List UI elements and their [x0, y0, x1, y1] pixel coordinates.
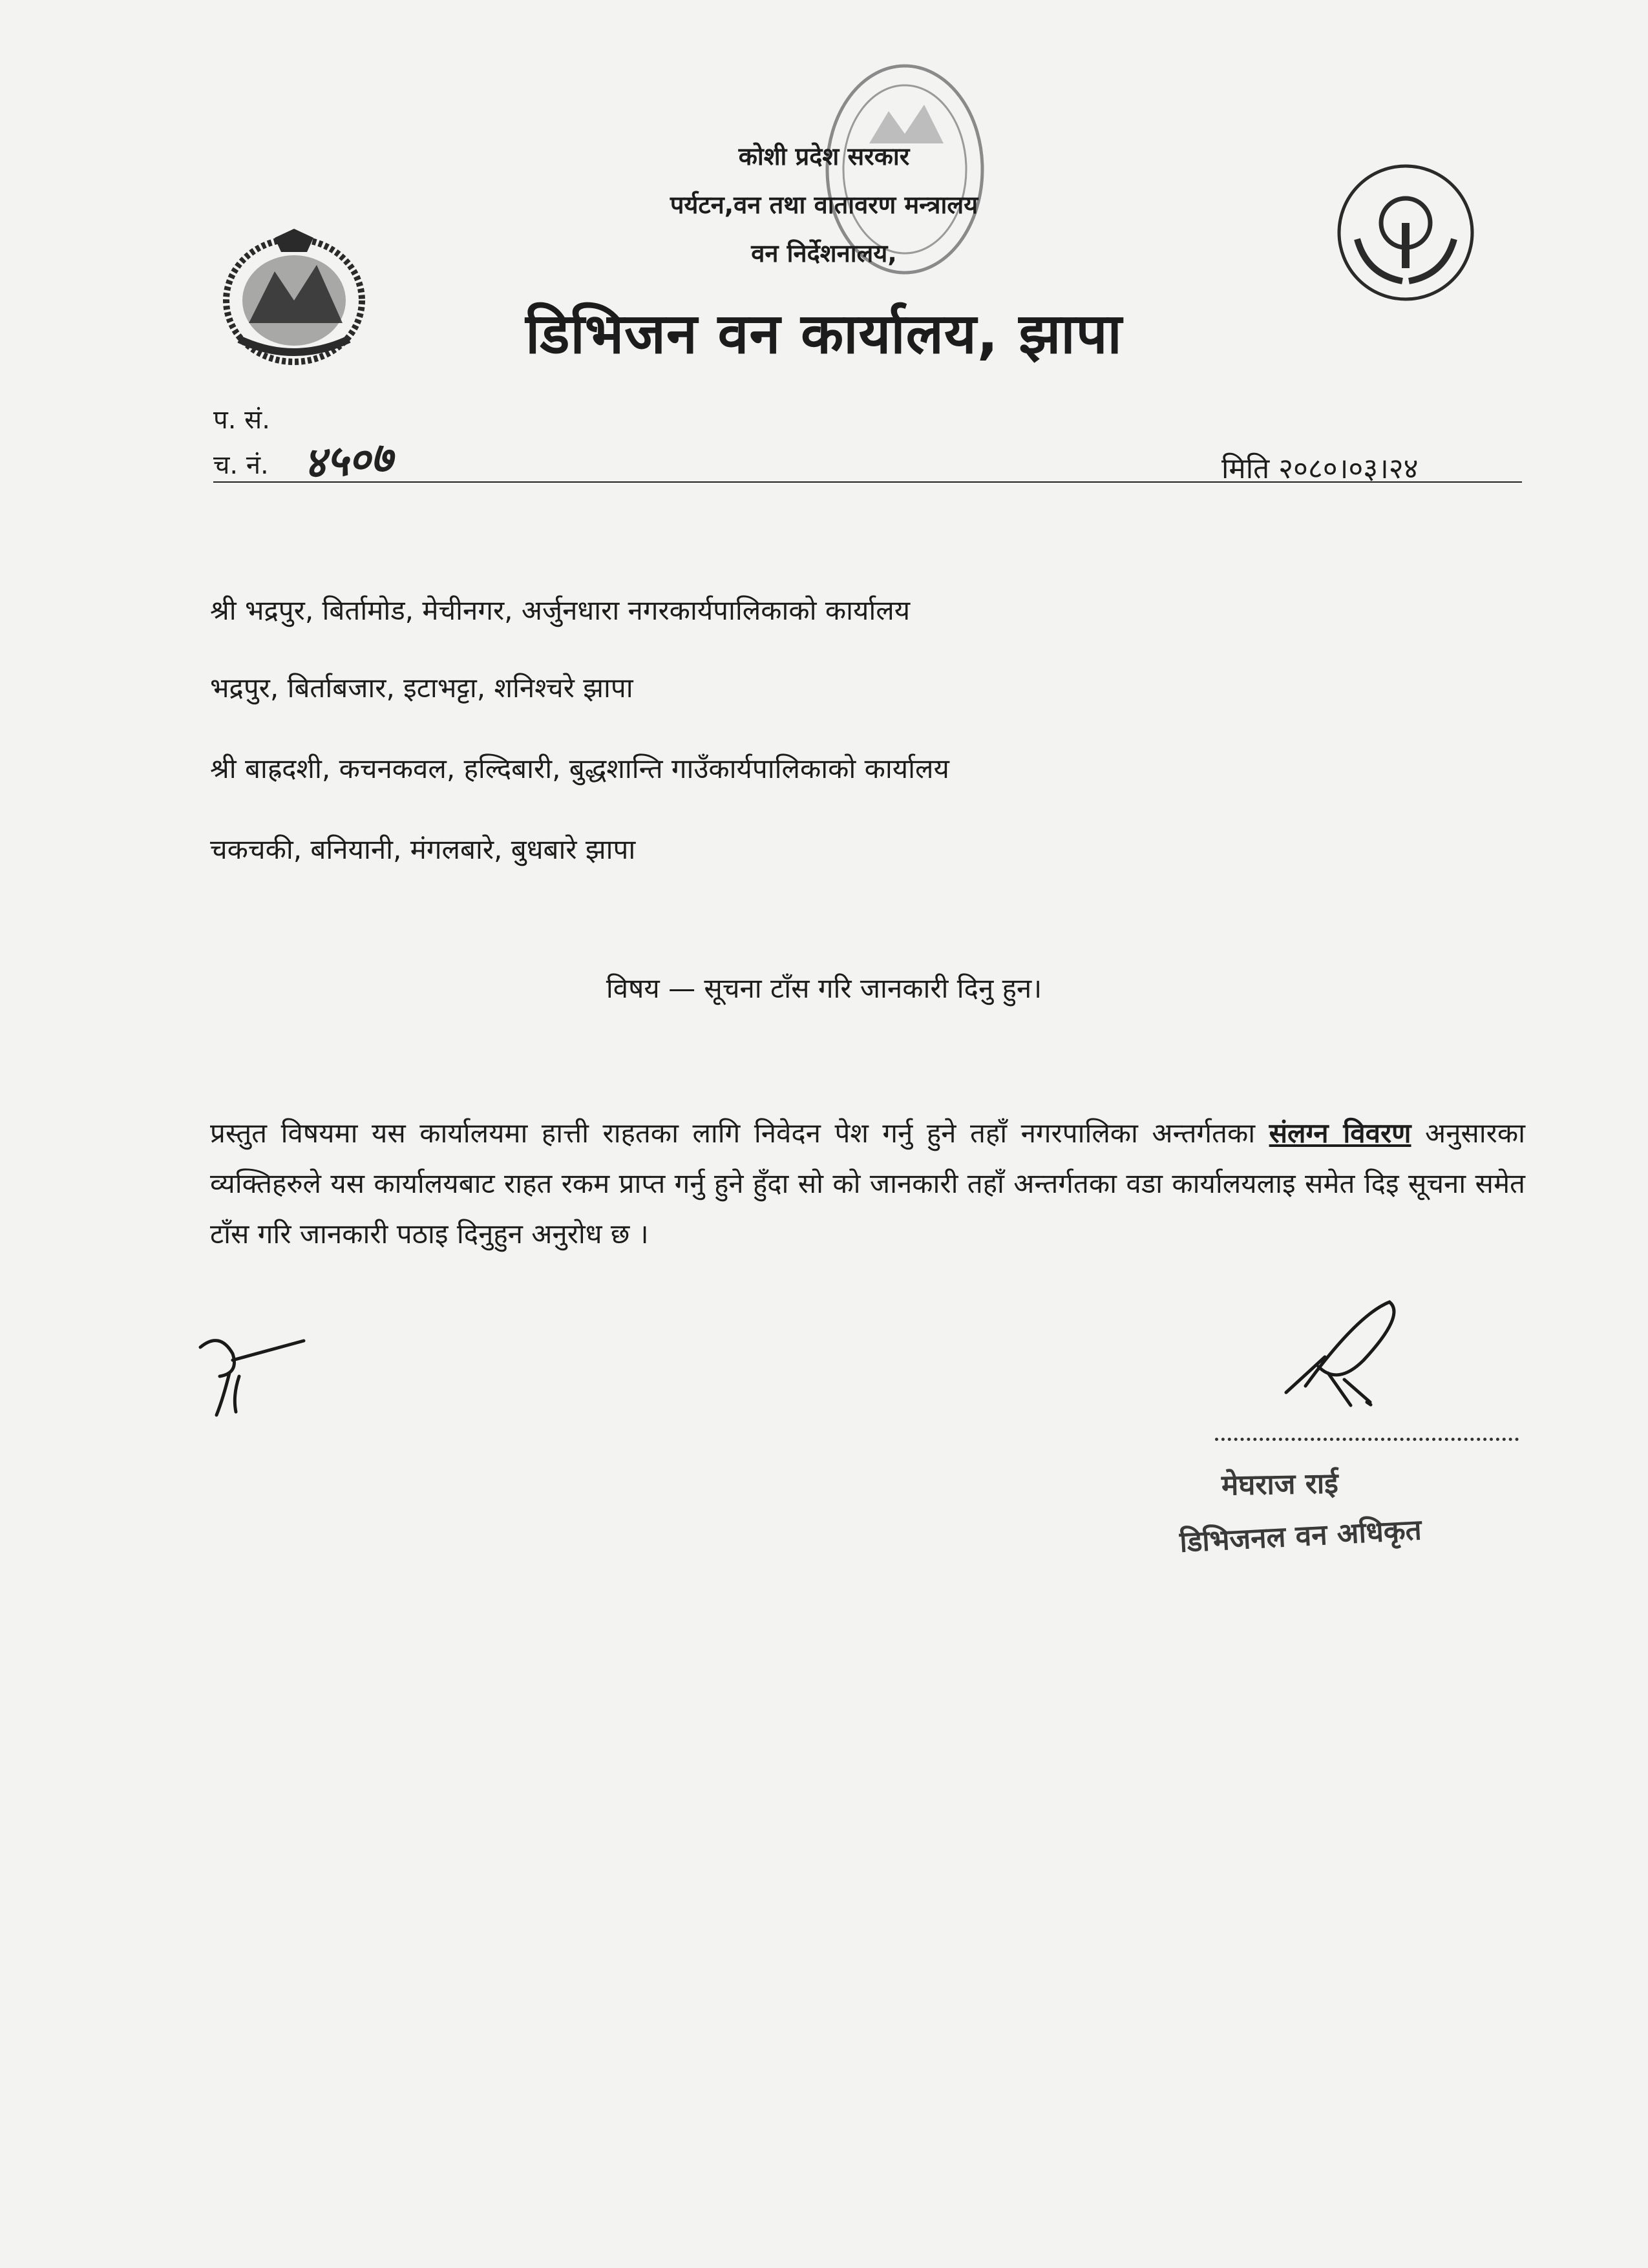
header-directorate: वन निर्देशनालय,	[751, 239, 897, 268]
recipient-line-3: श्री बाह्रदशी, कचनकवल, हल्दिबारी, बुद्धशान्ति गाउँकार्यपालिकाको कार्यालय	[210, 753, 949, 784]
forest-hands-logo-icon	[1335, 162, 1477, 304]
signatory-title: डिभिजनल वन अधिकृत	[1179, 1513, 1422, 1559]
letter-subject: विषय — सूचना टाँस गरि जानकारी दिनु हुन।	[606, 972, 1042, 1004]
header-office-name: डिभिजन वन कार्यालय, झापा	[525, 302, 1123, 366]
body-text-part-1: प्रस्तुत विषयमा यस कार्यालयमा हात्ती राहतका लागि निवेदन पेश गर्नु हुने तहाँ नगरपालिका अन्तर्गतका	[210, 1117, 1269, 1149]
header-rule	[213, 481, 1522, 483]
recipient-line-1: श्री भद्रपुर, बिर्तामोड, मेचीनगर, अर्जुनधारा नगरकार्यपालिकाको कार्यालय	[210, 594, 911, 626]
recipient-line-4: चकचकी, बनियानी, मंगलबारे, बुधबारे झापा	[210, 834, 636, 865]
officer-signature-icon	[1267, 1289, 1409, 1418]
letter-body	[210, 1108, 1525, 1259]
header-ministry: पर्यटन,वन तथा वातावरण मन्त्रालय	[670, 191, 978, 219]
cn-number-handwritten: ४५०७	[302, 432, 394, 488]
initial-signature-icon	[194, 1328, 310, 1418]
recipient-line-2: भद्रपुर, बिर्ताबजार, इटाभट्टा, शनिश्चरे झापा	[210, 672, 633, 704]
ps-label: प. सं.	[213, 405, 270, 435]
header-government: कोशी प्रदेश सरकार	[738, 142, 910, 171]
cn-label: च. नं.	[213, 450, 269, 480]
letter-date: मिति २०८०।०३।२४	[1221, 452, 1419, 485]
signatory-name: मेघराज राई	[1221, 1467, 1339, 1502]
signature-dotted-line	[1215, 1438, 1519, 1441]
body-text-part-2: अनुसारका व्यक्तिहरुले यस कार्यालयबाट राहत रकम प्राप्त गर्नु हुने हुँदा सो को जानकारी तहाँ अन्तर्गतका वडा कार्यालयलाइ समेत दिइ सूचना समेत टाँस गरि जानकारी पठाइ दिनुहुन अनुरोध छ ।	[210, 1117, 1525, 1250]
attachment-details-link[interactable]: संलग्न विवरण	[1269, 1117, 1411, 1149]
